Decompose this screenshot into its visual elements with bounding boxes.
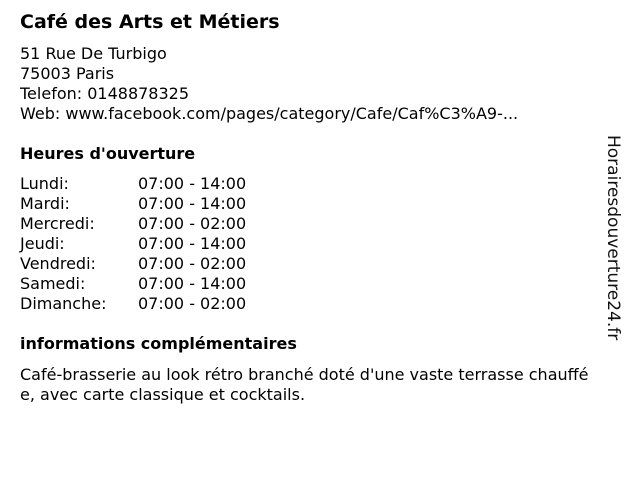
hours-value: 07:00 - 14:00 [138, 234, 247, 253]
day-label: Lundi: [20, 174, 69, 193]
place-description: Café-brasserie au look rétro branché doté d'une vaste terrasse chauffée, avec carte classique et cocktails. [20, 365, 589, 404]
hours-value: 07:00 - 14:00 [138, 174, 247, 193]
street-address: 51 Rue De Turbigo [20, 44, 167, 63]
phone-number[interactable]: Telefon: 0148878325 [20, 84, 190, 103]
hours-value: 07:00 - 02:00 [138, 214, 247, 233]
additional-info-heading: informations complémentaires [20, 334, 297, 353]
hours-value: 07:00 - 14:00 [138, 194, 247, 213]
day-label: Dimanche: [20, 294, 107, 313]
address-block [20, 44, 518, 124]
opening-hours-heading: Heures d'ouverture [20, 144, 196, 163]
day-label: Mardi: [20, 194, 70, 213]
day-label: Vendredi: [20, 254, 96, 273]
hours-value: 07:00 - 02:00 [138, 254, 247, 273]
site-watermark: Horairesdouverture24.fr [603, 135, 623, 341]
website-link[interactable]: Web: www.facebook.com/pages/category/Cafe/Caf%C3%A9-... [20, 104, 519, 123]
day-label: Samedi: [20, 274, 86, 293]
day-label: Mercredi: [20, 214, 95, 233]
city-address: 75003 Paris [20, 64, 115, 83]
page-title: Café des Arts et Métiers [20, 11, 280, 33]
hours-value: 07:00 - 02:00 [138, 294, 247, 313]
day-label: Jeudi: [20, 234, 65, 253]
hours-value: 07:00 - 14:00 [138, 274, 247, 293]
